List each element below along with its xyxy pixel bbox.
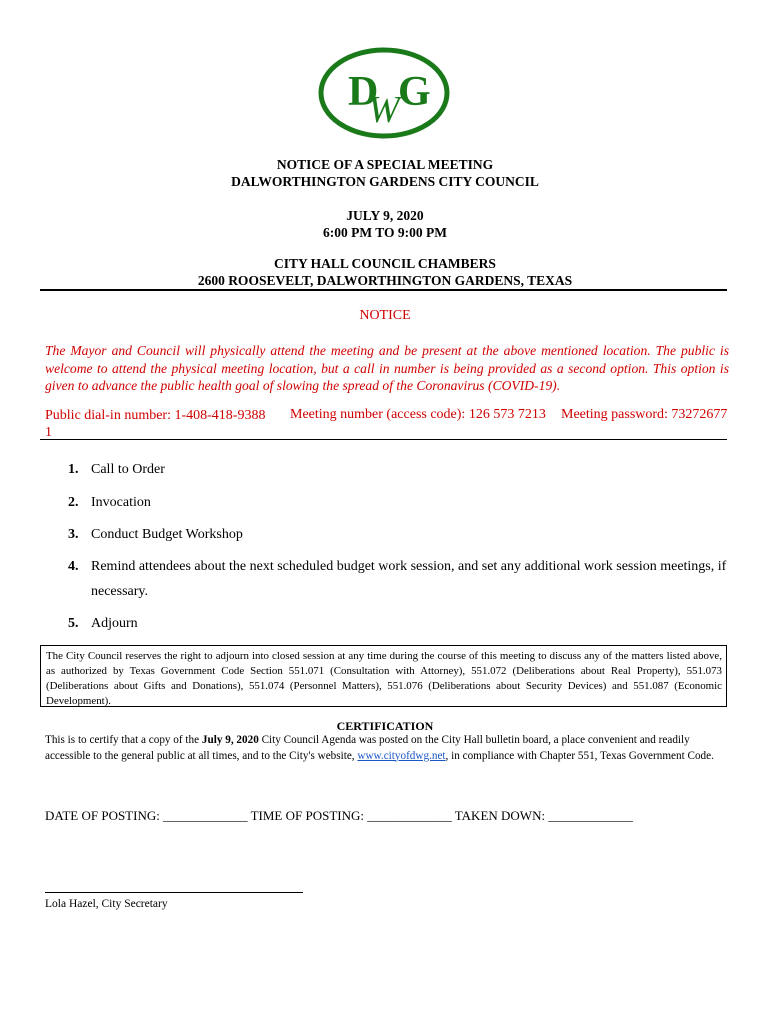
svg-text:W: W [368,89,400,131]
notice-divider [40,439,727,440]
agenda-item-number: 1. [68,462,79,477]
dial-in-number [45,407,265,441]
svg-text:G: G [398,69,431,115]
notice-title: NOTICE OF A SPECIAL MEETING [276,157,494,172]
closed-session-notice: The City Council reserves the right to adjourn into closed session at any time during the course of this meeting to discuss any of the matters listed above, as authorized by Texas Government Code Section 551.071 (Consultation with Attorney), 551.072 (Deliberations about Real Property), 551.073 (Deliberations about Gifts and Donations), 551.074 (Personnel Matters), 551.076 (Deliberations about Security Devices) and 551.087 (Economic Development). [40,645,727,707]
meeting-date: JULY 9, 2020 [346,208,424,223]
cert-text-middle: City Council Agenda was posted on the City Hall bulletin board, a place convenient and readily accessible to the general public at all times, and to the City's website, [45,734,690,762]
agenda-item-number: 4. [68,559,79,574]
notice-text: The Mayor and Council will physically attend the meeting and be present at the above mentioned location. The public is welcome to attend the physical meeting location, but a call in number is being provided as a second option. This option is given to advance the public health goal of slowing the spread of the Coronavirus (COVID-19). [45,343,729,393]
agenda-item-number: 3. [68,527,79,542]
dial-in-text: Public dial-in number: 1-408-418-9388 [45,408,266,423]
meeting-address: 2600 ROOSEVELT, DALWORTHINGTON GARDENS, TEXAS [197,273,573,288]
signature-name: Lola Hazel, City Secretary [45,898,168,910]
agenda-item-number: 5. [68,616,79,631]
certification-text [45,733,729,764]
agenda-item-text: Conduct Budget Workshop [91,527,243,542]
city-logo-emblem [318,47,450,139]
posting-fields: DATE OF POSTING: _____________ TIME OF POSTING: _____________ TAKEN DOWN: _____________ [45,808,633,823]
notice-label: NOTICE [359,308,411,323]
agenda-item-number: 2. [68,495,79,510]
agenda-item-text: Invocation [91,495,151,510]
certification-title: CERTIFICATION [336,719,434,733]
meeting-venue: CITY HALL COUNCIL CHAMBERS [274,256,496,271]
meeting-time: 6:00 PM TO 9:00 PM [323,225,447,240]
city-website-link[interactable]: www.cityofdwg.net [357,749,446,762]
agenda-item-text: Adjourn [91,616,138,631]
cert-date: July 9, 2020 [201,734,259,746]
header-divider [40,289,727,291]
svg-text:D: D [348,69,379,115]
council-name: DALWORTHINGTON GARDENS CITY COUNCIL [231,174,539,189]
cert-text-before: This is to certify that a copy of the [45,734,202,746]
agenda-item-text: Remind attendees about the next scheduled budget work session, and set any additional work session meetings, if necessary. [91,559,727,599]
city-logo [318,47,450,139]
meeting-password: Meeting password: 73272677 [561,407,728,422]
signature-line [45,892,303,893]
meeting-number: Meeting number (access code): 126 573 7213 [290,407,546,422]
agenda-item-text: Call to Order [91,462,165,477]
cert-text-after: , in compliance with Chapter 551, Texas Government Code. [445,749,714,762]
dial-in-wrap: 1 [45,425,52,440]
